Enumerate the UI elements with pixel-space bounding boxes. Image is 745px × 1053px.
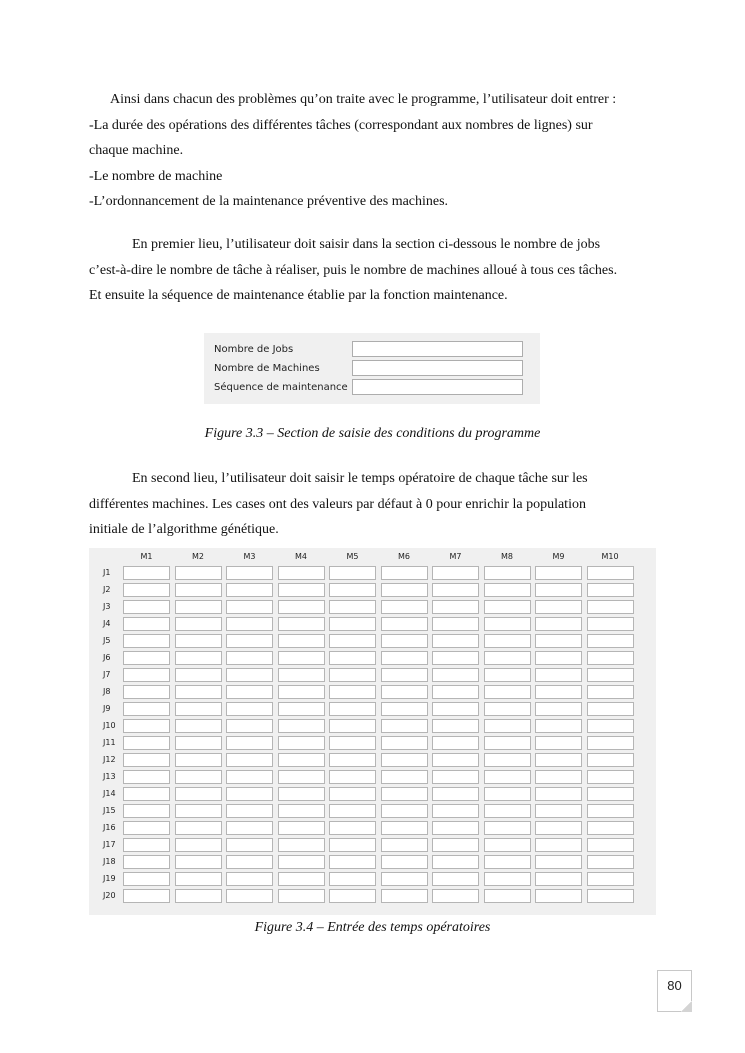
- column-header: M8: [501, 552, 513, 561]
- time-cell[interactable]: [432, 872, 479, 886]
- time-cell[interactable]: [484, 889, 531, 903]
- time-cell[interactable]: [123, 753, 170, 767]
- machines-label: Nombre de Machines: [214, 363, 320, 374]
- paragraph-first-step: [89, 232, 669, 309]
- time-cell[interactable]: [329, 787, 376, 801]
- time-cell[interactable]: [587, 770, 634, 784]
- time-cell[interactable]: [484, 821, 531, 835]
- time-cell[interactable]: [175, 685, 222, 699]
- time-cell[interactable]: [175, 600, 222, 614]
- time-cell[interactable]: [587, 753, 634, 767]
- time-cell[interactable]: [484, 787, 531, 801]
- time-cell[interactable]: [123, 889, 170, 903]
- time-cell[interactable]: [381, 617, 428, 631]
- row-header: J1: [103, 568, 111, 577]
- time-cell[interactable]: [381, 872, 428, 886]
- time-cell[interactable]: [175, 804, 222, 818]
- time-cell[interactable]: [432, 753, 479, 767]
- time-cell[interactable]: [278, 634, 325, 648]
- time-cell[interactable]: [278, 651, 325, 665]
- time-cell[interactable]: [278, 600, 325, 614]
- text-line: chaque machine.: [89, 143, 184, 158]
- time-cell[interactable]: [381, 719, 428, 733]
- time-cell[interactable]: [278, 855, 325, 869]
- text-line: -La durée des opérations des différentes tâches (correspondant aux nombres de lignes) sur: [89, 117, 593, 133]
- text-line: initiale de l’algorithme génétique.: [89, 522, 279, 537]
- row-header: J3: [103, 602, 111, 611]
- time-cell[interactable]: [278, 566, 325, 580]
- time-cell[interactable]: [381, 702, 428, 716]
- page-curl-decoration: [681, 1001, 692, 1012]
- jobs-label: Nombre de Jobs: [214, 344, 294, 355]
- jobs-count-input[interactable]: [352, 341, 523, 357]
- time-cell[interactable]: [587, 872, 634, 886]
- text-line: En premier lieu, l’utilisateur doit saisir dans la section ci-dessous le nombre de jobs: [132, 237, 601, 252]
- time-cell[interactable]: [329, 753, 376, 767]
- row-header: J8: [103, 687, 111, 696]
- time-cell[interactable]: [175, 838, 222, 852]
- time-cell[interactable]: [226, 634, 273, 648]
- time-cell[interactable]: [432, 770, 479, 784]
- time-cell[interactable]: [432, 685, 479, 699]
- time-cell[interactable]: [587, 855, 634, 869]
- time-cell[interactable]: [587, 668, 634, 682]
- row-header: J13: [103, 772, 116, 781]
- time-cell[interactable]: [535, 804, 582, 818]
- time-cell[interactable]: [484, 872, 531, 886]
- row-header: J20: [103, 891, 116, 900]
- row-header: J15: [103, 806, 116, 815]
- time-cell[interactable]: [484, 855, 531, 869]
- time-cell[interactable]: [226, 702, 273, 716]
- text-line: Ainsi dans chacun des problèmes qu’on traite avec le programme, l’utilisateur doit entrer :: [110, 92, 617, 107]
- time-cell[interactable]: [175, 855, 222, 869]
- time-cell[interactable]: [329, 736, 376, 750]
- row-header: J7: [103, 670, 111, 679]
- time-cell[interactable]: [278, 889, 325, 903]
- time-cell[interactable]: [123, 872, 170, 886]
- column-header: M7: [449, 552, 462, 561]
- column-header: M9: [552, 552, 565, 561]
- row-header: J5: [103, 636, 111, 645]
- time-cell[interactable]: [329, 855, 376, 869]
- figure-caption: Figure 3.3 – Section de saisie des conditions du programme: [204, 426, 541, 441]
- time-cell[interactable]: [535, 787, 582, 801]
- time-cell[interactable]: [123, 702, 170, 716]
- column-header: M3: [243, 552, 256, 561]
- time-cell[interactable]: [432, 736, 479, 750]
- time-cell[interactable]: [432, 600, 479, 614]
- text-line: En second lieu, l’utilisateur doit saisir le temps opératoire de chaque tâche sur les: [132, 471, 588, 486]
- time-cell[interactable]: [175, 617, 222, 631]
- time-cell[interactable]: [175, 821, 222, 835]
- time-cell[interactable]: [432, 702, 479, 716]
- time-cell[interactable]: [329, 889, 376, 903]
- time-cell[interactable]: [278, 804, 325, 818]
- time-cell[interactable]: [123, 804, 170, 818]
- time-cell[interactable]: [432, 583, 479, 597]
- text-line: -L’ordonnancement de la maintenance préventive des machines.: [89, 194, 449, 209]
- time-cell[interactable]: [432, 719, 479, 733]
- row-header: J9: [103, 704, 111, 713]
- time-cell[interactable]: [123, 600, 170, 614]
- time-cell[interactable]: [123, 719, 170, 733]
- time-cell[interactable]: [535, 685, 582, 699]
- time-cell[interactable]: [432, 566, 479, 580]
- time-cell[interactable]: [484, 719, 531, 733]
- row-header: J14: [103, 789, 116, 798]
- row-header: J17: [103, 840, 116, 849]
- row-header: J11: [103, 738, 116, 747]
- time-cell[interactable]: [535, 600, 582, 614]
- time-cell[interactable]: [329, 838, 376, 852]
- time-cell[interactable]: [329, 566, 376, 580]
- time-cell[interactable]: [329, 668, 376, 682]
- time-cell[interactable]: [587, 889, 634, 903]
- time-cell[interactable]: [535, 668, 582, 682]
- time-cell[interactable]: [381, 566, 428, 580]
- time-cell[interactable]: [123, 617, 170, 631]
- figure-caption: Figure 3.4 – Entrée des temps opératoires: [254, 920, 491, 935]
- time-cell[interactable]: [535, 719, 582, 733]
- time-cell[interactable]: [123, 651, 170, 665]
- time-cell[interactable]: [175, 770, 222, 784]
- time-cell[interactable]: [329, 702, 376, 716]
- time-cell[interactable]: [175, 753, 222, 767]
- machines-row: [214, 360, 534, 378]
- time-cell[interactable]: [278, 821, 325, 835]
- time-cell[interactable]: [432, 889, 479, 903]
- time-cell[interactable]: [329, 872, 376, 886]
- time-cell[interactable]: [278, 702, 325, 716]
- time-cell[interactable]: [278, 872, 325, 886]
- time-cell[interactable]: [432, 804, 479, 818]
- time-cell[interactable]: [484, 617, 531, 631]
- time-cell[interactable]: [226, 583, 273, 597]
- time-cell[interactable]: [175, 583, 222, 597]
- time-cell[interactable]: [484, 838, 531, 852]
- time-cell[interactable]: [587, 736, 634, 750]
- maintenance-row: [214, 379, 534, 397]
- time-cell[interactable]: [381, 787, 428, 801]
- time-cell[interactable]: [123, 583, 170, 597]
- time-cell[interactable]: [484, 583, 531, 597]
- time-cell[interactable]: [123, 566, 170, 580]
- time-cell[interactable]: [329, 583, 376, 597]
- row-header: J19: [103, 874, 116, 883]
- time-cell[interactable]: [381, 821, 428, 835]
- row-header: J6: [103, 653, 111, 662]
- text-line: c’est-à-dire le nombre de tâche à réaliser, puis le nombre de machines alloué à tous ces tâches.: [89, 262, 618, 278]
- time-cell[interactable]: [278, 753, 325, 767]
- time-cell[interactable]: [123, 838, 170, 852]
- time-cell[interactable]: [175, 702, 222, 716]
- time-cell[interactable]: [226, 617, 273, 631]
- row-header: J18: [103, 857, 116, 866]
- time-cell[interactable]: [123, 685, 170, 699]
- column-header: M4: [295, 552, 307, 561]
- time-cell[interactable]: [226, 600, 273, 614]
- time-cell[interactable]: [587, 566, 634, 580]
- time-cell[interactable]: [587, 617, 634, 631]
- maintenance-label: Séquence de maintenance: [214, 382, 348, 393]
- time-cell[interactable]: [381, 668, 428, 682]
- paragraph-intro: [89, 87, 669, 215]
- time-cell[interactable]: [329, 634, 376, 648]
- time-cell[interactable]: [432, 855, 479, 869]
- time-cell[interactable]: [381, 770, 428, 784]
- time-cell[interactable]: [226, 566, 273, 580]
- time-cell[interactable]: [381, 634, 428, 648]
- time-cell[interactable]: [278, 736, 325, 750]
- time-cell[interactable]: [535, 770, 582, 784]
- time-cell[interactable]: [175, 651, 222, 665]
- time-cell[interactable]: [587, 702, 634, 716]
- time-cell[interactable]: [381, 855, 428, 869]
- time-cell[interactable]: [535, 872, 582, 886]
- time-cell[interactable]: [175, 787, 222, 801]
- time-cell[interactable]: [587, 651, 634, 665]
- time-cell[interactable]: [175, 634, 222, 648]
- time-cell[interactable]: [432, 634, 479, 648]
- time-cell[interactable]: [329, 651, 376, 665]
- time-cell[interactable]: [535, 838, 582, 852]
- time-cell[interactable]: [535, 889, 582, 903]
- time-cell[interactable]: [123, 787, 170, 801]
- row-header: J12: [103, 755, 116, 764]
- row-header: J4: [103, 619, 111, 628]
- time-cell[interactable]: [278, 583, 325, 597]
- time-cell[interactable]: [381, 651, 428, 665]
- time-cell[interactable]: [226, 770, 273, 784]
- text-line: différentes machines. Les cases ont des valeurs par défaut à 0 pour enrichir la population: [89, 496, 586, 512]
- time-cell[interactable]: [278, 685, 325, 699]
- time-cell[interactable]: [535, 617, 582, 631]
- page-number: 80: [657, 970, 692, 1012]
- time-cell[interactable]: [226, 889, 273, 903]
- time-cell[interactable]: [484, 702, 531, 716]
- time-cell[interactable]: [381, 685, 428, 699]
- processing-times-grid: [89, 548, 656, 915]
- time-cell[interactable]: [278, 668, 325, 682]
- time-cell[interactable]: [175, 719, 222, 733]
- column-header: M5: [346, 552, 359, 561]
- time-cell[interactable]: [381, 804, 428, 818]
- time-cell[interactable]: [381, 583, 428, 597]
- time-cell[interactable]: [381, 838, 428, 852]
- time-cell[interactable]: [484, 770, 531, 784]
- time-cell[interactable]: [175, 872, 222, 886]
- time-cell[interactable]: [432, 787, 479, 801]
- time-cell[interactable]: [484, 634, 531, 648]
- conditions-input-panel: [204, 333, 540, 404]
- time-cell[interactable]: [123, 855, 170, 869]
- time-cell[interactable]: [535, 634, 582, 648]
- time-cell[interactable]: [329, 804, 376, 818]
- time-cell[interactable]: [587, 685, 634, 699]
- time-cell[interactable]: [535, 583, 582, 597]
- time-cell[interactable]: [226, 753, 273, 767]
- time-cell[interactable]: [484, 566, 531, 580]
- time-cell[interactable]: [535, 855, 582, 869]
- time-cell[interactable]: [432, 838, 479, 852]
- time-cell[interactable]: [587, 600, 634, 614]
- time-cell[interactable]: [535, 821, 582, 835]
- time-cell[interactable]: [278, 617, 325, 631]
- time-cell[interactable]: [535, 651, 582, 665]
- time-cell[interactable]: [587, 804, 634, 818]
- time-cell[interactable]: [381, 753, 428, 767]
- time-cell[interactable]: [587, 787, 634, 801]
- time-cell[interactable]: [226, 685, 273, 699]
- time-cell[interactable]: [535, 753, 582, 767]
- time-cell[interactable]: [484, 753, 531, 767]
- time-cell[interactable]: [587, 583, 634, 597]
- time-cell[interactable]: [226, 838, 273, 852]
- time-cell[interactable]: [484, 651, 531, 665]
- time-cell[interactable]: [484, 736, 531, 750]
- jobs-row: [214, 341, 534, 359]
- time-cell[interactable]: [432, 651, 479, 665]
- time-cell[interactable]: [432, 821, 479, 835]
- time-cell[interactable]: [329, 685, 376, 699]
- row-header: J2: [103, 585, 111, 594]
- time-cell[interactable]: [535, 566, 582, 580]
- time-cell[interactable]: [278, 719, 325, 733]
- time-cell[interactable]: [329, 719, 376, 733]
- time-cell[interactable]: [535, 702, 582, 716]
- time-cell[interactable]: [175, 668, 222, 682]
- maintenance-sequence-input[interactable]: [352, 379, 523, 395]
- time-cell[interactable]: [226, 804, 273, 818]
- time-cell[interactable]: [329, 617, 376, 631]
- time-cell[interactable]: [329, 770, 376, 784]
- time-cell[interactable]: [381, 736, 428, 750]
- column-header: M6: [398, 552, 410, 561]
- time-cell[interactable]: [226, 651, 273, 665]
- time-cell[interactable]: [381, 889, 428, 903]
- time-cell[interactable]: [175, 889, 222, 903]
- time-cell[interactable]: [329, 821, 376, 835]
- time-cell[interactable]: [381, 600, 428, 614]
- text-line: -Le nombre de machine: [89, 168, 223, 184]
- time-cell[interactable]: [484, 685, 531, 699]
- time-cell[interactable]: [123, 736, 170, 750]
- time-cell[interactable]: [175, 736, 222, 750]
- row-header: J16: [103, 823, 116, 832]
- time-cell[interactable]: [535, 736, 582, 750]
- time-cell[interactable]: [175, 566, 222, 580]
- column-header: M2: [192, 552, 204, 561]
- time-cell[interactable]: [484, 600, 531, 614]
- column-header: M1: [140, 552, 153, 561]
- time-cell[interactable]: [484, 668, 531, 682]
- time-cell[interactable]: [432, 668, 479, 682]
- time-cell[interactable]: [587, 821, 634, 835]
- time-cell[interactable]: [226, 872, 273, 886]
- machines-count-input[interactable]: [352, 360, 523, 376]
- column-header: M10: [601, 552, 619, 561]
- time-cell[interactable]: [278, 838, 325, 852]
- time-cell[interactable]: [278, 770, 325, 784]
- time-cell[interactable]: [587, 838, 634, 852]
- time-cell[interactable]: [226, 719, 273, 733]
- time-cell[interactable]: [278, 787, 325, 801]
- time-cell[interactable]: [587, 719, 634, 733]
- time-cell[interactable]: [329, 600, 376, 614]
- time-cell[interactable]: [226, 821, 273, 835]
- time-cell[interactable]: [226, 787, 273, 801]
- paragraph-second-step: [89, 466, 669, 543]
- time-cell[interactable]: [226, 736, 273, 750]
- time-cell[interactable]: [587, 634, 634, 648]
- time-cell[interactable]: [226, 855, 273, 869]
- time-cell[interactable]: [123, 634, 170, 648]
- row-header: J10: [103, 721, 116, 730]
- time-cell[interactable]: [484, 804, 531, 818]
- time-cell[interactable]: [123, 770, 170, 784]
- text-line: Et ensuite la séquence de maintenance établie par la fonction maintenance.: [89, 288, 508, 303]
- time-cell[interactable]: [226, 668, 273, 682]
- time-cell[interactable]: [123, 668, 170, 682]
- time-cell[interactable]: [432, 617, 479, 631]
- time-cell[interactable]: [123, 821, 170, 835]
